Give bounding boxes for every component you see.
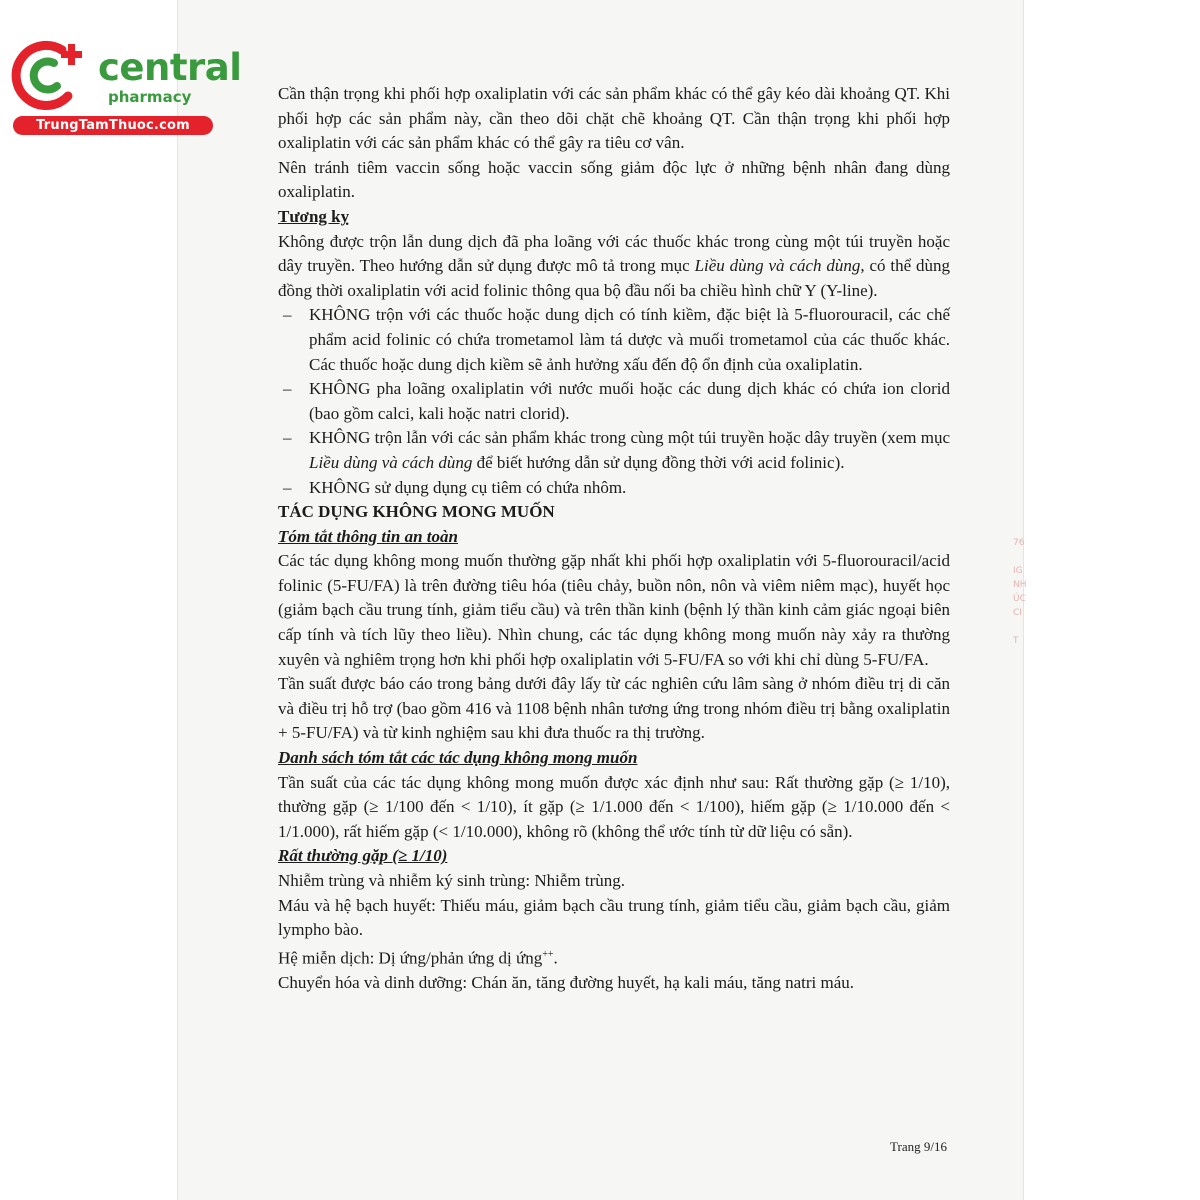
effect-immune <box>278 943 950 971</box>
pharmacy-cross-icon <box>10 36 90 114</box>
brand-tagline: pharmacy <box>108 88 192 106</box>
paragraph-mixing <box>278 230 950 304</box>
stamp-fragment: ÚC <box>1013 594 1026 604</box>
effect-metabolism: Chuyển hóa và dinh dưỡng: Chán ăn, tăng đường huyết, hạ kali máu, tăng natri máu. <box>278 973 855 993</box>
paragraph-vaccine: Nên tránh tiêm vaccin sống hoặc vaccin sống giảm độc lực ở những bệnh nhân đang dùng oxaliplatin. <box>278 157 950 202</box>
dash-bullet: – <box>283 305 292 325</box>
list-item <box>278 476 950 501</box>
document-body <box>278 82 950 996</box>
list-item-text: KHÔNG pha loãng oxaliplatin với nước muối hoặc các dung dịch khác có chứa ion clorid (bao gồm calci, kali hoặc natri clorid). <box>309 379 950 423</box>
effect-infections: Nhiễm trùng và nhiễm ký sinh trùng: Nhiễm trùng. <box>278 871 626 890</box>
stamp-fragment: NH <box>1013 580 1027 590</box>
paragraph-frequency-source: Tần suất được báo cáo trong bảng dưới đây lấy từ các nghiên cứu lâm sàng ở nhóm điều trị di căn và điều trị hỗ trợ (bao gồm 416 và 1108 bệnh nhân tương ứng trong nhóm điều trị bằng oxaliplatin + 5-FU/FA) và từ kinh nghiệm sau khi đưa thuốc ra thị trường. <box>278 674 950 743</box>
section-reference: Liều dùng và cách dùng <box>694 256 861 276</box>
brand-site-banner: TrungTamThuoc.com <box>13 116 213 135</box>
dash-bullet: – <box>283 379 292 399</box>
paragraph-qt-interaction: Cần thận trọng khi phối hợp oxaliplatin với các sản phẩm khác có thể gây kéo dài khoảng QT. Khi phối hợp các sản phẩm này, cần theo dõi chặt chẽ khoảng QT. Cần thận trọng khi phối hợp oxaliplatin với các sản phẩm khác có thể gây ra tiêu cơ vân. <box>278 84 950 153</box>
list-item <box>278 377 950 426</box>
list-item-text: KHÔNG trộn lẫn với các sản phẩm khác trong cùng một túi truyền hoặc dây truyền (xem mục <box>309 428 950 448</box>
heading-safety-summary: Tóm tắt thông tin an toàn <box>278 526 458 546</box>
heading-adverse-effects: TÁC DỤNG KHÔNG MONG MUỐN <box>278 502 555 522</box>
list-item-text: KHÔNG trộn với các thuốc hoặc dung dịch có tính kiềm, đặc biệt là 5-fluorouracil, các chế phẩm acid folinic có chứa trometamol làm tá dược và muối trometamol của các thuốc khác. Các thuốc hoặc dung dịch kiềm sẽ ảnh hưởng xấu đến độ ổn định của oxaliplatin. <box>309 305 950 374</box>
list-item-text: để biết hướng dẫn sử dụng đồng thời với acid folinic). <box>472 452 845 472</box>
text: Không được trộn lẫn dung dịch đã pha loãng với các thuốc khác trong cùng một túi truyền hoặc dây truyền. Theo hướng dẫn sử dụng được mô tả trong mục <box>278 231 950 276</box>
superscript: ++ <box>542 948 554 960</box>
stamp-fragment: CI <box>1013 608 1022 618</box>
list-item <box>278 426 950 475</box>
stamp-fragment: 76 <box>1013 538 1025 548</box>
dash-bullet: – <box>283 477 292 497</box>
brand-name: central <box>98 46 242 89</box>
text: , có thể dùng đồng thời oxaliplatin với acid folinic thông qua bộ đầu nối ba chiều hình chữ Y (Y-line). <box>278 256 950 300</box>
page-number: Trang 9/16 <box>890 1139 947 1154</box>
text: . <box>553 948 558 968</box>
heading-incompatibility: Tương kỵ <box>278 206 350 226</box>
heading-very-common: Rất thường gặp (≥ 1/10) <box>278 846 448 866</box>
heading-adverse-list: Danh sách tóm tắt các tác dụng không mong muốn <box>278 748 638 768</box>
dash-bullet: – <box>283 428 292 448</box>
stamp-fragment: T <box>1013 636 1019 646</box>
incompatibility-list <box>278 303 950 500</box>
paragraph-frequency-definitions: Tần suất của các tác dụng không mong muốn được xác định như sau: Rất thường gặp (≥ 1/10), thường gặp (≥ 1/100 đến < 1/10), ít gặp (≥ 1/1.000 đến < 1/100), hiếm gặp (≥ 1/10.000 đến < 1/1.000), rất hiếm gặp (< 1/10.000), không rõ (không thể ước tính từ dữ liệu có sẵn). <box>278 772 950 841</box>
effect-blood: Máu và hệ bạch huyết: Thiếu máu, giảm bạch cầu trung tính, giảm tiểu cầu, giảm bạch cầu, giảm lympho bào. <box>278 895 950 940</box>
stamp-fragment: IG <box>1013 566 1023 576</box>
section-reference: Liều dùng và cách dùng <box>309 452 473 472</box>
text: Hệ miễn dịch: Dị ứng/phản ứng dị ứng <box>278 948 543 968</box>
list-item <box>278 303 950 377</box>
central-pharmacy-logo[interactable] <box>10 36 242 136</box>
list-item-text: KHÔNG sử dụng dụng cụ tiêm có chứa nhôm. <box>309 477 627 497</box>
paragraph-common-effects: Các tác dụng không mong muốn thường gặp nhất khi phối hợp oxaliplatin với 5-fluorouracil/acid folinic (5-FU/FA) là trên đường tiêu hóa (tiêu chảy, buồn nôn, nôn và viêm niêm mạc), huyết học (giảm bạch cầu trung tính, giảm tiểu cầu) và trên thần kinh (bệnh lý thần kinh cảm giác ngoại biên cấp tính và tích lũy theo liều). Nhìn chung, các tác dụng không mong muốn này xảy ra thường xuyên và nghiêm trọng hơn khi phối hợp oxaliplatin với 5-FU/FA so với khi chỉ dùng 5-FU/FA. <box>278 551 950 669</box>
stamp-bleed-marks <box>1013 536 1027 648</box>
